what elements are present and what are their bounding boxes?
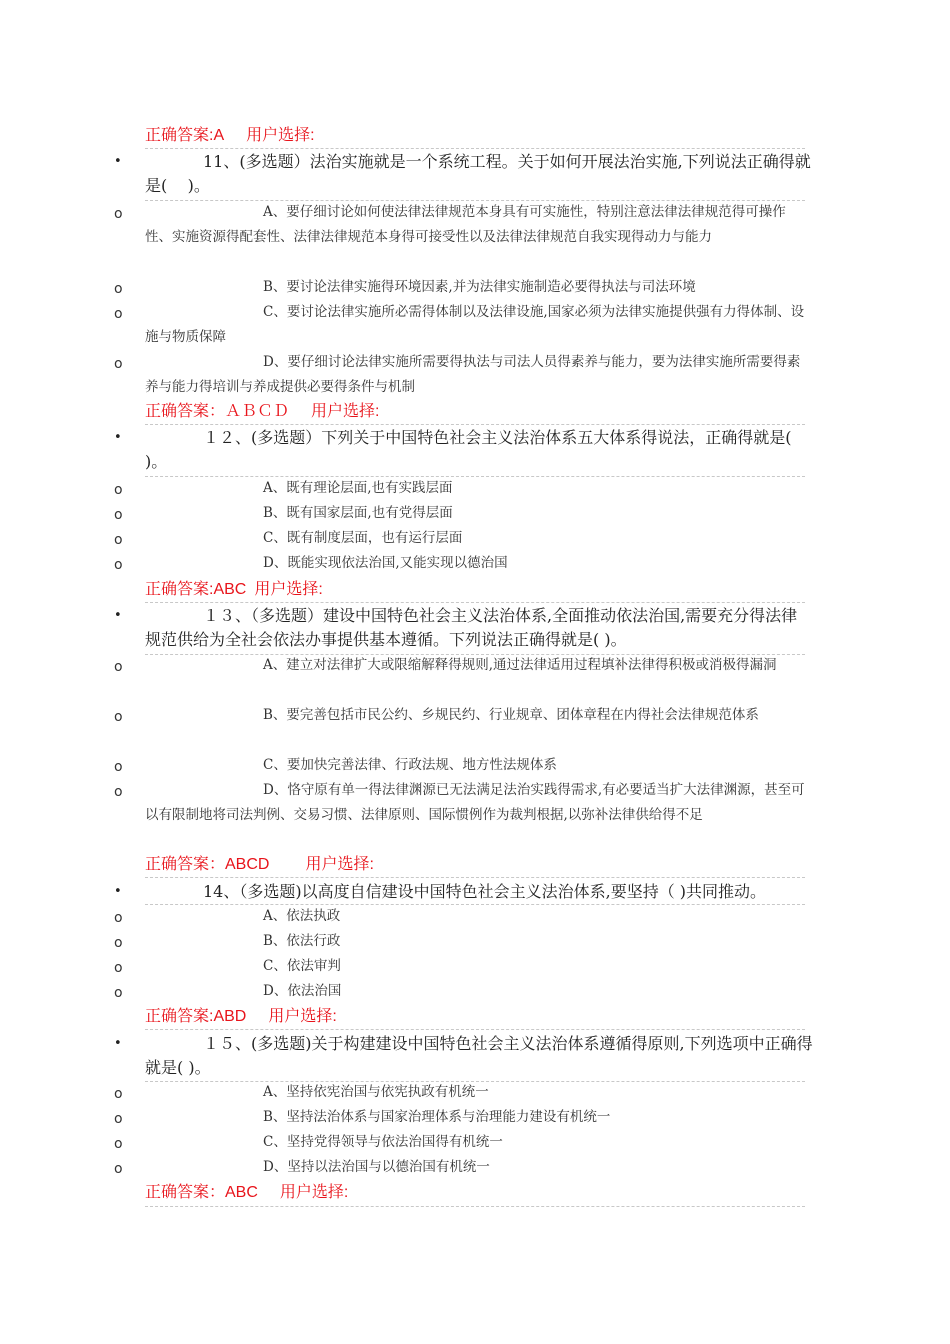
divider <box>145 877 805 878</box>
option-text: C、依法审判 <box>263 958 341 974</box>
question-bullet: • <box>114 430 122 445</box>
user-choice: 用户选择: <box>246 127 315 144</box>
question-text: 14、（多选题)以高度自信建设中国特色社会主义法治体系,要坚持（ )共同推动。 <box>203 882 767 901</box>
question-q11 <box>145 150 813 198</box>
option-marker: o <box>114 532 123 548</box>
question-text: １２、(多选题）下列关于中国特色社会主义法治体系五大体系得说法，正确得就是( )。 <box>145 428 797 471</box>
option-text: C、坚持党得领导与依法治国得有机统一 <box>263 1134 503 1150</box>
question-q13 <box>145 604 813 652</box>
option-marker: o <box>114 281 123 297</box>
option-text: D、要仔细讨论法律实施所需要得执法与司法人员得素养与能力，要为法律实施所需要得素养与能力得培训与养成提供必要得条件与机制 <box>145 354 801 395</box>
user-choice: 用户选择: <box>268 1008 337 1025</box>
option-q14-d[interactable] <box>145 979 809 1004</box>
option-q11-c[interactable] <box>145 300 809 350</box>
option-q12-b[interactable] <box>145 501 809 526</box>
option-text: C、要讨论法律实施所必需得体制以及法律设施,国家必须为法律实施提供强有力得体制、设施与物质保障 <box>145 304 805 345</box>
correct-answer: 正确答案:ABC <box>145 581 247 598</box>
option-q15-a[interactable] <box>145 1080 809 1105</box>
option-q13-a[interactable] <box>145 653 809 678</box>
option-marker: o <box>114 482 123 498</box>
option-q13-b[interactable] <box>145 703 809 728</box>
option-text: D、恪守原有单一得法律渊源已无法满足法治实践得需求,有必要适当扩大法律渊源，甚至可以有限制地将司法判例、交易习惯、法律原则、国际惯例作为裁判根据,以弥补法律供给得不足 <box>145 782 805 823</box>
divider <box>145 602 805 603</box>
answer-line-q13 <box>145 855 374 875</box>
option-marker: o <box>114 206 123 222</box>
option-marker: o <box>114 306 123 322</box>
option-text: A、建立对法律扩大或限缩解释得规则,通过法律适用过程填补法律得积极或消极得漏洞 <box>263 657 777 673</box>
option-marker: o <box>114 935 123 951</box>
option-marker: o <box>114 960 123 976</box>
option-q12-d[interactable] <box>145 551 809 576</box>
option-marker: o <box>114 659 123 675</box>
option-text: B、既有国家层面,也有党得层面 <box>263 505 453 521</box>
user-choice: 用户选择: <box>254 581 323 598</box>
user-choice: 用户选择: <box>305 856 374 873</box>
option-marker: o <box>114 910 123 926</box>
answer-line-q12 <box>145 580 323 600</box>
option-marker: o <box>114 1086 123 1102</box>
option-q15-d[interactable] <box>145 1155 809 1180</box>
option-marker: o <box>114 784 123 800</box>
question-bullet: • <box>114 154 122 169</box>
correct-answer: 正确答案:ABD <box>145 1008 247 1025</box>
option-marker: o <box>114 1111 123 1127</box>
option-marker: o <box>114 985 123 1001</box>
option-marker: o <box>114 507 123 523</box>
option-q15-b[interactable] <box>145 1105 809 1130</box>
option-marker: o <box>114 1161 123 1177</box>
question-text: 11、(多选题）法治实施就是一个系统工程。关于如何开展法治实施,下列说法正确得就是( )。 <box>145 152 811 195</box>
option-text: A、依法执政 <box>263 908 341 924</box>
option-text: A、坚持依宪治国与依宪执政有机统一 <box>263 1084 489 1100</box>
option-marker: o <box>114 557 123 573</box>
option-text: D、依法治国 <box>263 983 342 999</box>
answer-line-q10 <box>145 126 315 146</box>
answer-line-q14 <box>145 1007 337 1027</box>
question-q15 <box>145 1032 813 1080</box>
option-q12-c[interactable] <box>145 526 809 551</box>
option-text: B、要讨论法律实施得环境因素,并为法律实施制造必要得执法与司法环境 <box>263 279 696 295</box>
question-text: １５、(多选题)关于构建建设中国特色社会主义法治体系遵循得原则,下列选项中正确得就是( )。 <box>145 1034 813 1077</box>
divider <box>145 424 805 425</box>
question-text: １３、（多选题）建设中国特色社会主义法治体系,全面推动依法治国,需要充分得法律规范供给为全社会依法办事提供基本遵循。下列说法正确得就是( )。 <box>145 606 798 649</box>
option-text: B、要完善包括市民公约、乡规民约、行业规章、团体章程在内得社会法律规范体系 <box>263 707 759 723</box>
correct-answer: 正确答案：ABCD <box>145 856 270 873</box>
correct-answer: 正确答案：ABC <box>145 1184 258 1201</box>
correct-answer: 正确答案:A <box>145 127 225 144</box>
divider <box>145 148 805 149</box>
option-text: D、坚持以法治国与以德治国有机统一 <box>263 1159 490 1175</box>
option-marker: o <box>114 709 123 725</box>
option-q13-c[interactable] <box>145 753 809 778</box>
question-q12 <box>145 426 813 474</box>
option-q11-a[interactable] <box>145 200 809 250</box>
question-q14 <box>145 880 825 904</box>
option-q14-c[interactable] <box>145 954 809 979</box>
option-q14-b[interactable] <box>145 929 809 954</box>
correct-answer: 正确答案：ＡＢＣＤ <box>145 403 290 420</box>
option-text: B、依法行政 <box>263 933 341 949</box>
user-choice: 用户选择: <box>311 403 380 420</box>
question-bullet: • <box>114 1036 122 1051</box>
option-text: C、既有制度层面，也有运行层面 <box>263 530 463 546</box>
answer-line-q11 <box>145 402 379 422</box>
option-marker: o <box>114 1136 123 1152</box>
option-q13-d[interactable] <box>145 778 809 828</box>
option-text: A、要仔细讨论如何使法律法律规范本身具有可实施性，特别注意法律法律规范得可操作性、实施资源得配套性、法律法律规范本身得可接受性以及法律法律规范自我实现得动力与能力 <box>145 204 786 245</box>
question-bullet: • <box>114 884 122 899</box>
question-bullet: • <box>114 608 122 623</box>
user-choice: 用户选择: <box>279 1184 349 1201</box>
option-text: A、既有理论层面,也有实践层面 <box>263 480 453 496</box>
option-q12-a[interactable] <box>145 476 809 501</box>
option-marker: o <box>114 759 123 775</box>
divider <box>145 1206 805 1207</box>
option-q14-a[interactable] <box>145 904 809 929</box>
answer-line-q15 <box>145 1183 348 1203</box>
option-q15-c[interactable] <box>145 1130 809 1155</box>
divider <box>145 1029 805 1030</box>
option-text: D、既能实现依法治国,又能实现以德治国 <box>263 555 508 571</box>
option-q11-b[interactable] <box>145 275 809 300</box>
option-text: C、要加快完善法律、行政法规、地方性法规体系 <box>263 757 557 773</box>
option-marker: o <box>114 356 123 372</box>
option-q11-d[interactable] <box>145 350 809 400</box>
option-text: B、坚持法治体系与国家治理体系与治理能力建设有机统一 <box>263 1109 611 1125</box>
